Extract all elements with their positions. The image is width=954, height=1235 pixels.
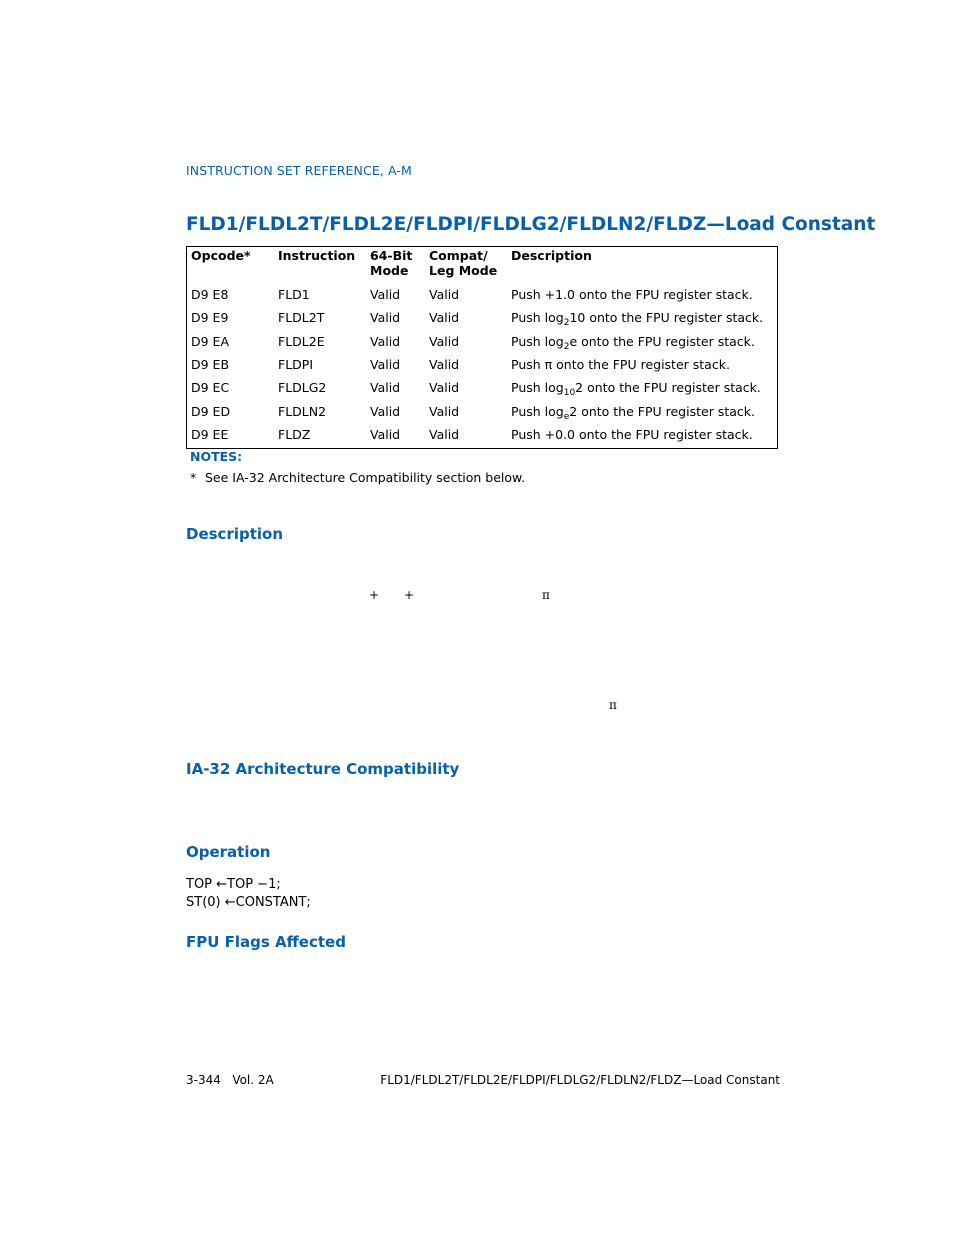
cell-64bit-mode: Valid (370, 287, 401, 302)
header-instruction: Instruction (278, 248, 356, 263)
cell-description (511, 404, 755, 422)
description-subscript: 10 (563, 388, 576, 398)
page-title: FLD1/FLDL2T/FLDL2E/FLDPI/FLDLG2/FLDLN2/FLDZ—Load Constant (186, 214, 876, 235)
section-operation: Operation (186, 843, 271, 861)
cell-compat-mode: Valid (429, 334, 460, 349)
header-64bit-line2: Mode (370, 263, 409, 278)
cell-opcode: D9 ED (191, 404, 231, 419)
operation-line-1: TOP ←TOP −1; (186, 877, 281, 892)
note-star: * (190, 470, 197, 485)
stray-plus-2: + (404, 588, 415, 602)
running-head: INSTRUCTION SET REFERENCE, A-M (186, 163, 412, 178)
description-text: Push log (511, 380, 564, 395)
cell-64bit-mode: Valid (370, 310, 401, 325)
cell-instruction: FLDLN2 (278, 404, 327, 419)
footer-page-number: 3-344 Vol. 2A (186, 1073, 274, 1087)
cell-compat-mode: Valid (429, 310, 460, 325)
note-item (190, 470, 525, 485)
cell-instruction: FLDZ (278, 427, 311, 442)
cell-description (511, 310, 764, 328)
opcode-table (186, 246, 778, 449)
cell-compat-mode: Valid (429, 404, 460, 419)
header-compat-mode (429, 248, 497, 278)
header-description: Description (511, 248, 592, 263)
section-compat: IA-32 Architecture Compatibility (186, 760, 460, 778)
description-text: Push log (511, 310, 564, 325)
description-subscript: e (563, 412, 570, 422)
cell-description (511, 427, 753, 442)
cell-opcode: D9 EB (191, 357, 230, 372)
cell-opcode: D9 E9 (191, 310, 229, 325)
section-description: Description (186, 525, 284, 543)
description-text: Push π onto the FPU register stack. (511, 357, 730, 372)
header-compat-line2: Leg Mode (429, 263, 498, 278)
cell-64bit-mode: Valid (370, 357, 401, 372)
cell-opcode: D9 EE (191, 427, 229, 442)
cell-description (511, 357, 730, 372)
cell-description (511, 287, 753, 302)
cell-64bit-mode: Valid (370, 404, 401, 419)
cell-64bit-mode: Valid (370, 334, 401, 349)
footer-title: FLD1/FLDL2T/FLDL2E/FLDPI/FLDLG2/FLDLN2/FLDZ—Load Constant (380, 1073, 780, 1087)
cell-compat-mode: Valid (429, 427, 460, 442)
description-subscript: 2 (563, 318, 570, 328)
cell-opcode: D9 EC (191, 380, 230, 395)
operation-line-2: ST(0) ←CONSTANT; (186, 895, 311, 910)
description-text-rest: 2 onto the FPU register stack. (575, 380, 761, 395)
description-text-rest: 2 onto the FPU register stack. (569, 404, 755, 419)
cell-compat-mode: Valid (429, 380, 460, 395)
operation-code (186, 876, 311, 912)
description-subscript: 2 (563, 342, 570, 352)
cell-compat-mode: Valid (429, 357, 460, 372)
cell-description (511, 334, 755, 352)
stray-pi-2: π (609, 698, 617, 712)
stray-pi-1: π (542, 588, 550, 602)
cell-instruction: FLDL2T (278, 310, 325, 325)
header-compat-line1: Compat/ (429, 248, 488, 263)
cell-instruction: FLD1 (278, 287, 310, 302)
description-text: Push log (511, 334, 564, 349)
cell-compat-mode: Valid (429, 287, 460, 302)
cell-instruction: FLDLG2 (278, 380, 327, 395)
description-text: Push +0.0 onto the FPU register stack. (511, 427, 753, 442)
cell-64bit-mode: Valid (370, 380, 401, 395)
header-opcode: Opcode* (191, 248, 251, 263)
description-text-rest: e onto the FPU register stack. (569, 334, 755, 349)
description-text-rest: 10 onto the FPU register stack. (569, 310, 764, 325)
cell-instruction: FLDL2E (278, 334, 325, 349)
cell-64bit-mode: Valid (370, 427, 401, 442)
stray-plus-1: + (369, 588, 380, 602)
section-fpu-flags: FPU Flags Affected (186, 933, 346, 951)
description-text: Push +1.0 onto the FPU register stack. (511, 287, 753, 302)
header-64bit-mode (370, 248, 412, 278)
cell-opcode: D9 E8 (191, 287, 229, 302)
notes-label: NOTES: (190, 449, 243, 464)
note-text: See IA-32 Architecture Compatibility section below. (205, 470, 526, 485)
header-64bit-line1: 64-Bit (370, 248, 413, 263)
cell-instruction: FLDPI (278, 357, 314, 372)
description-text: Push log (511, 404, 564, 419)
cell-description (511, 380, 761, 398)
cell-opcode: D9 EA (191, 334, 230, 349)
